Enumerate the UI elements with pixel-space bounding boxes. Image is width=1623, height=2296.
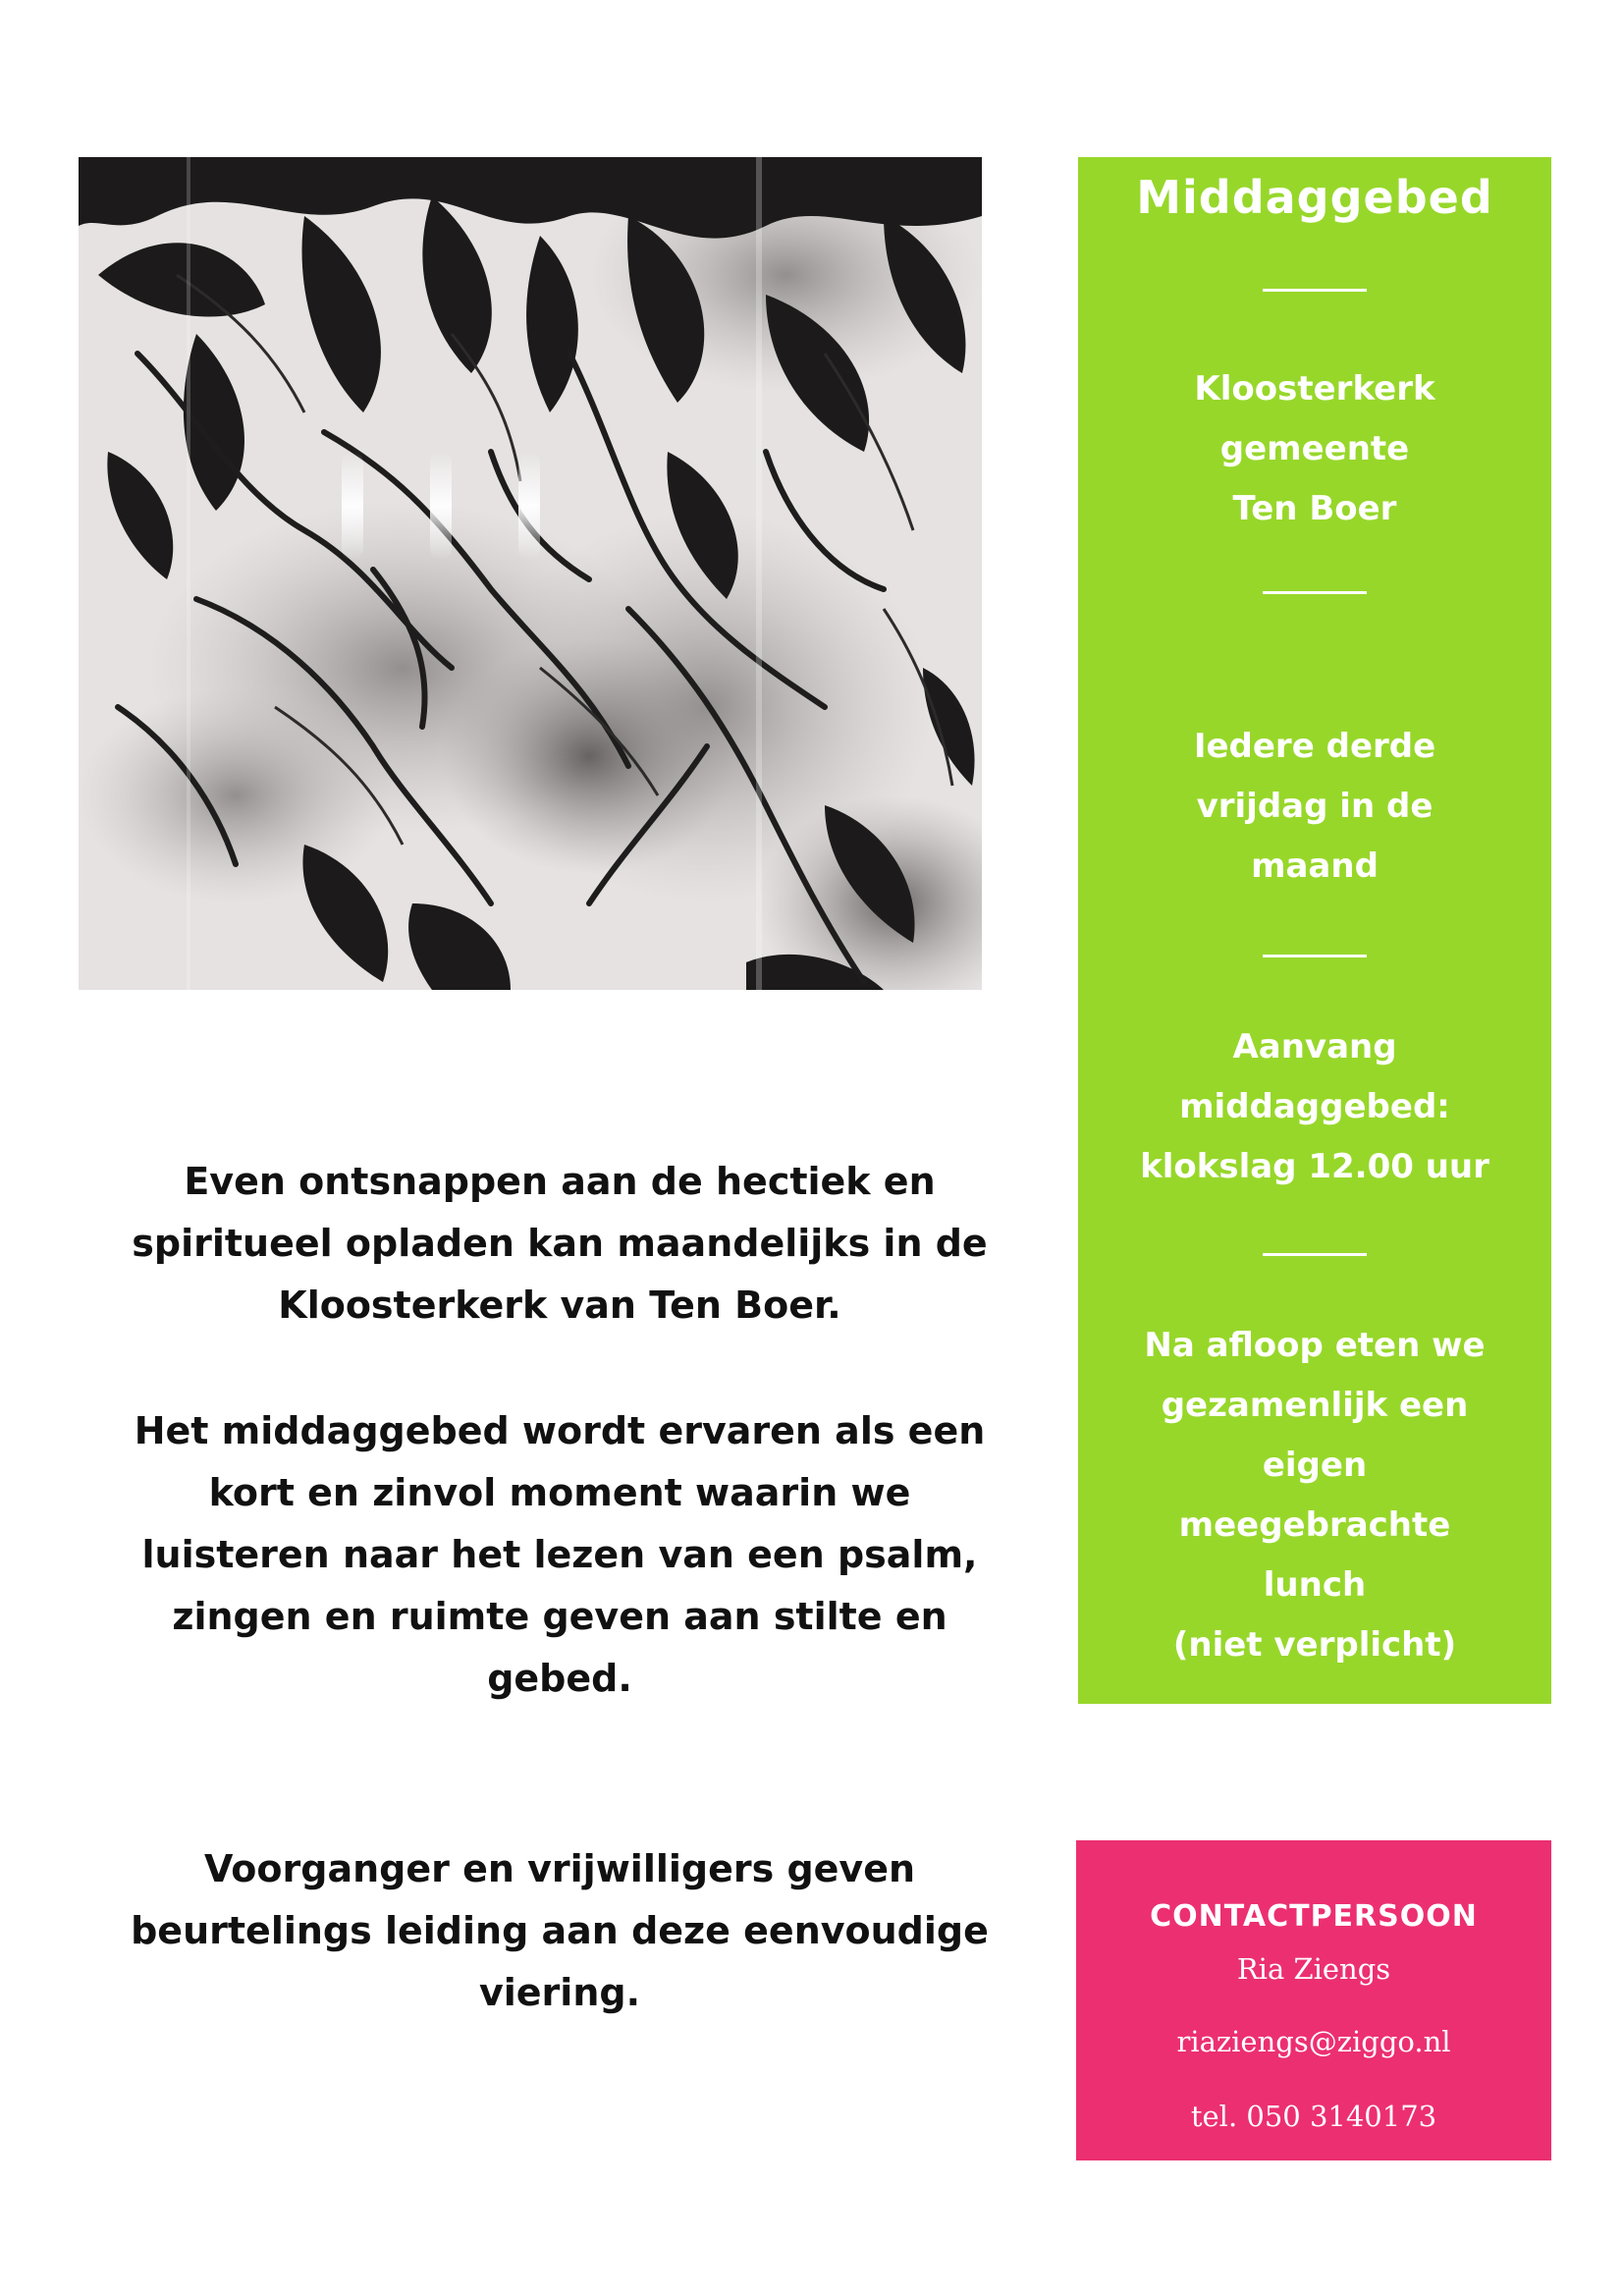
church-line: Kloosterkerk xyxy=(1194,369,1435,409)
start-line: Aanvang xyxy=(1232,1027,1397,1066)
start-line: klokslag 12.00 uur xyxy=(1140,1147,1489,1186)
church-line: Ten Boer xyxy=(1232,489,1397,528)
lunch-line: meegebrachte xyxy=(1178,1505,1451,1545)
lunch-line: (niet verplicht) xyxy=(1172,1625,1457,1665)
text-line: zingen en ruimte geven aan stilte en xyxy=(172,1595,947,1638)
text-line: Kloosterkerk van Ten Boer. xyxy=(278,1284,841,1327)
lunch-line: gezamenlijk een xyxy=(1161,1386,1469,1425)
schedule-info xyxy=(1078,717,1551,897)
text-line: kort en zinvol moment waarin we xyxy=(208,1471,911,1514)
contact-panel xyxy=(1076,1840,1551,2160)
start-time-info xyxy=(1078,1017,1551,1197)
leaders-paragraph xyxy=(59,1838,1060,2024)
contact-heading: CONTACTPERSOON xyxy=(1150,1899,1478,1934)
info-panel xyxy=(1078,157,1551,1704)
church-info xyxy=(1078,359,1551,539)
contact-email[interactable]: riaziengs@ziggo.nl xyxy=(1176,2025,1451,2058)
divider xyxy=(1263,955,1367,957)
divider xyxy=(1263,1253,1367,1256)
artwork-image xyxy=(79,157,982,990)
lunch-line: eigen xyxy=(1262,1446,1368,1485)
description-paragraph xyxy=(59,1400,1060,1710)
start-line: middaggebed: xyxy=(1179,1087,1450,1126)
divider xyxy=(1263,591,1367,594)
panel-title: Middaggebed xyxy=(1136,171,1493,224)
text-line: luisteren naar het lezen van een psalm, xyxy=(141,1533,978,1576)
church-line: gemeente xyxy=(1219,429,1410,468)
text-line: Even ontsnappen aan de hectiek en xyxy=(184,1160,936,1203)
text-line: gebed. xyxy=(487,1657,632,1700)
schedule-line: vrijdag in de xyxy=(1196,787,1434,826)
divider xyxy=(1263,289,1367,292)
text-line: spiritueel opladen kan maandelijks in de xyxy=(132,1222,988,1265)
text-line: viering. xyxy=(478,1971,641,2014)
lunch-info xyxy=(1078,1316,1551,1675)
lunch-line: Na afloop eten we xyxy=(1144,1326,1486,1365)
text-line: beurtelings leiding aan deze eenvoudige xyxy=(131,1909,989,1952)
intro-paragraph xyxy=(59,1151,1060,1337)
text-line: Het middaggebed wordt ervaren als een xyxy=(134,1409,986,1452)
abstract-ink-leaves-artwork xyxy=(79,157,982,990)
text-line: Voorganger en vrijwilligers geven xyxy=(203,1847,916,1890)
schedule-line: maand xyxy=(1251,847,1379,886)
contact-phone[interactable]: tel. 050 3140173 xyxy=(1190,2100,1437,2133)
lunch-line: lunch xyxy=(1263,1565,1367,1605)
schedule-line: Iedere derde xyxy=(1193,727,1436,766)
contact-name: Ria Ziengs xyxy=(1236,1952,1391,1986)
